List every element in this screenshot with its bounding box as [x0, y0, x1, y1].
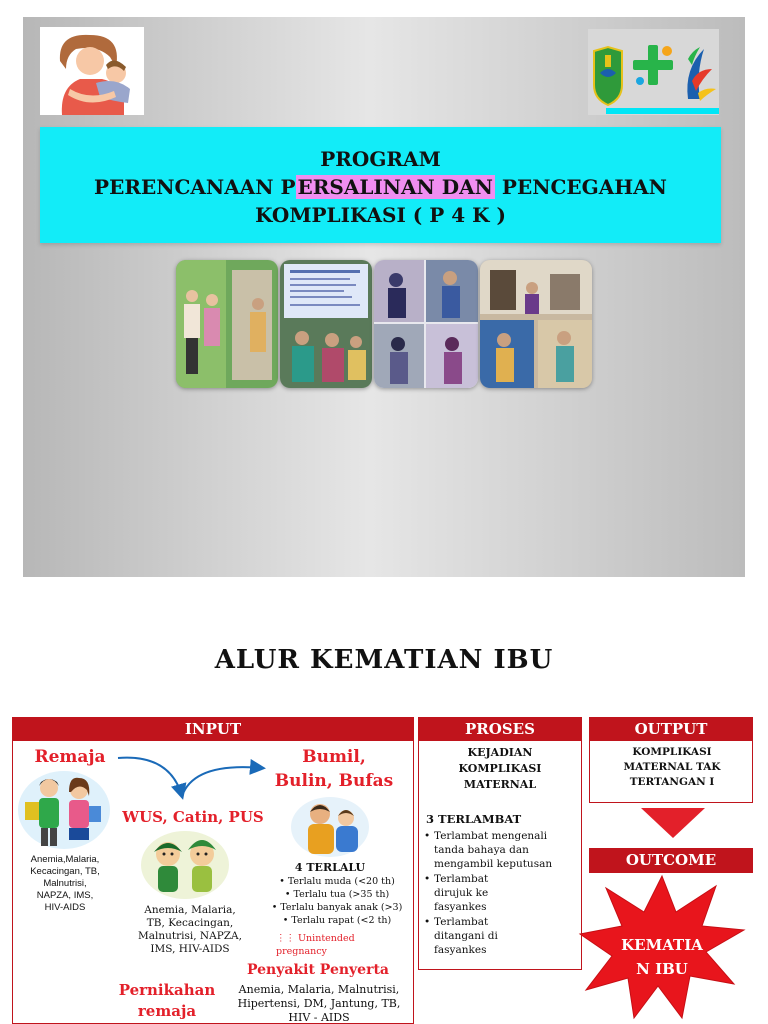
outcome-line-2: N IBU [636, 960, 688, 978]
down-arrow-icon [637, 808, 709, 840]
bumil-line-1: Bumil, [302, 747, 366, 767]
unintended-bullet-icon: ⋮⋮ [276, 933, 299, 944]
remaja-risk-4: NAPZA, IMS, [36, 890, 94, 901]
terlambat-list [424, 829, 580, 969]
unintended-text: Unintended pregnancy [276, 933, 355, 957]
title-line-1: PROGRAM [320, 147, 441, 171]
photo-collage [176, 260, 592, 388]
kejadian-komplikasi [420, 745, 580, 793]
terlambat-item: • Terlambat mengenali tanda bahaya dan mengambil keputusan [424, 829, 580, 871]
komplikasi-line-2: MATERNAL TAK [623, 761, 721, 773]
terlalu-item: • Terlalu muda (<20 th) [262, 875, 412, 888]
kejadian-line-2: KOMPLIKASI [458, 762, 542, 775]
bumil-line-2: Bulin, Bufas [274, 771, 394, 791]
terlambat-item: • Terlambat ditangani di fasyankes [424, 915, 514, 957]
terlalu-list [262, 875, 412, 927]
penyakit-list [228, 983, 410, 1023]
remaja-risk-2: Kecacingan, TB, [30, 866, 100, 877]
terlalu-title: 4 TERLALU [294, 861, 366, 874]
couple-illustration [140, 830, 230, 900]
penyakit-line-1: Anemia, Malaria, Malnutrisi, [238, 983, 400, 996]
proses-header: PROSES [418, 717, 582, 741]
teen-students-illustration [17, 770, 111, 850]
title-banner [40, 127, 721, 243]
terlambat-item: • Terlambat dirujuk ke fasyankes [424, 872, 504, 914]
title-line-2-start: PERENCANAAN P [94, 175, 296, 199]
output-header: OUTPUT [589, 717, 753, 741]
wus-risk-1: Anemia, Malaria, [144, 904, 236, 916]
terlambat-title: 3 TERLAMBAT [426, 812, 522, 826]
title-line-3: KOMPLIKASI ( P 4 K ) [255, 203, 506, 227]
penyakit-line-3: HIV - AIDS [288, 1011, 350, 1023]
remaja-label: Remaja [34, 747, 106, 767]
flow-arrows [110, 752, 280, 802]
komplikasi-text [592, 745, 752, 790]
photo-home-visit-2 [374, 260, 478, 388]
bumil-label [264, 745, 404, 793]
wus-label: WUS, Catin, PUS [122, 808, 264, 826]
logo-accent-bar [606, 108, 719, 114]
title-line-2 [40, 173, 721, 201]
photo-screening-form [280, 260, 372, 388]
institution-logos [588, 29, 719, 115]
penyakit-label: Penyakit Penyerta [247, 962, 389, 978]
pernikahan-line-2: remaja [137, 1002, 197, 1020]
title-slide [23, 17, 745, 577]
title-highlight: ERSALINAN DAN [297, 175, 493, 199]
title-line-2-end: PENCEGAHAN [494, 175, 667, 199]
photo-home-visit-1 [176, 260, 278, 388]
unintended-pregnancy [276, 932, 406, 958]
wus-risk-3: Malnutrisi, NAPZA, [138, 930, 242, 942]
pregnant-mother-illustration [290, 796, 370, 858]
remaja-risk-list [14, 854, 116, 914]
terlalu-item: • Terlalu tua (>35 th) [262, 888, 412, 901]
komplikasi-line-3: TERTANGAN I [629, 776, 715, 788]
input-header: INPUT [12, 717, 414, 741]
photo-home-visit-3 [480, 260, 592, 388]
wus-risk-2: TB, Kecacingan, [146, 917, 234, 929]
komplikasi-line-1: KOMPLIKASI [632, 746, 712, 758]
kejadian-line-3: MATERNAL [463, 778, 537, 791]
outcome-header: OUTCOME [589, 848, 753, 873]
slide2-heading: ALUR KEMATIAN IBU [214, 645, 554, 675]
mother-child-illustration [40, 27, 144, 115]
pernikahan-line-1: Pernikahan [118, 981, 216, 999]
remaja-risk-5: HIV-AIDS [44, 902, 86, 913]
outcome-line-1: KEMATIA [621, 936, 703, 954]
remaja-risk-3: Malnutrisi, [43, 878, 87, 889]
wus-risk-list [130, 904, 250, 956]
kejadian-line-1: KEJADIAN [467, 746, 533, 759]
terlalu-item: • Terlalu rapat (<2 th) [262, 914, 412, 927]
outcome-text [600, 933, 724, 981]
penyakit-line-2: Hipertensi, DM, Jantung, TB, [237, 997, 401, 1010]
remaja-risk-1: Anemia,Malaria, [30, 854, 100, 865]
pernikahan-label [112, 980, 222, 1022]
terlalu-item: • Terlalu banyak anak (>3) [262, 901, 412, 914]
wus-risk-4: IMS, HIV-AIDS [150, 943, 230, 955]
